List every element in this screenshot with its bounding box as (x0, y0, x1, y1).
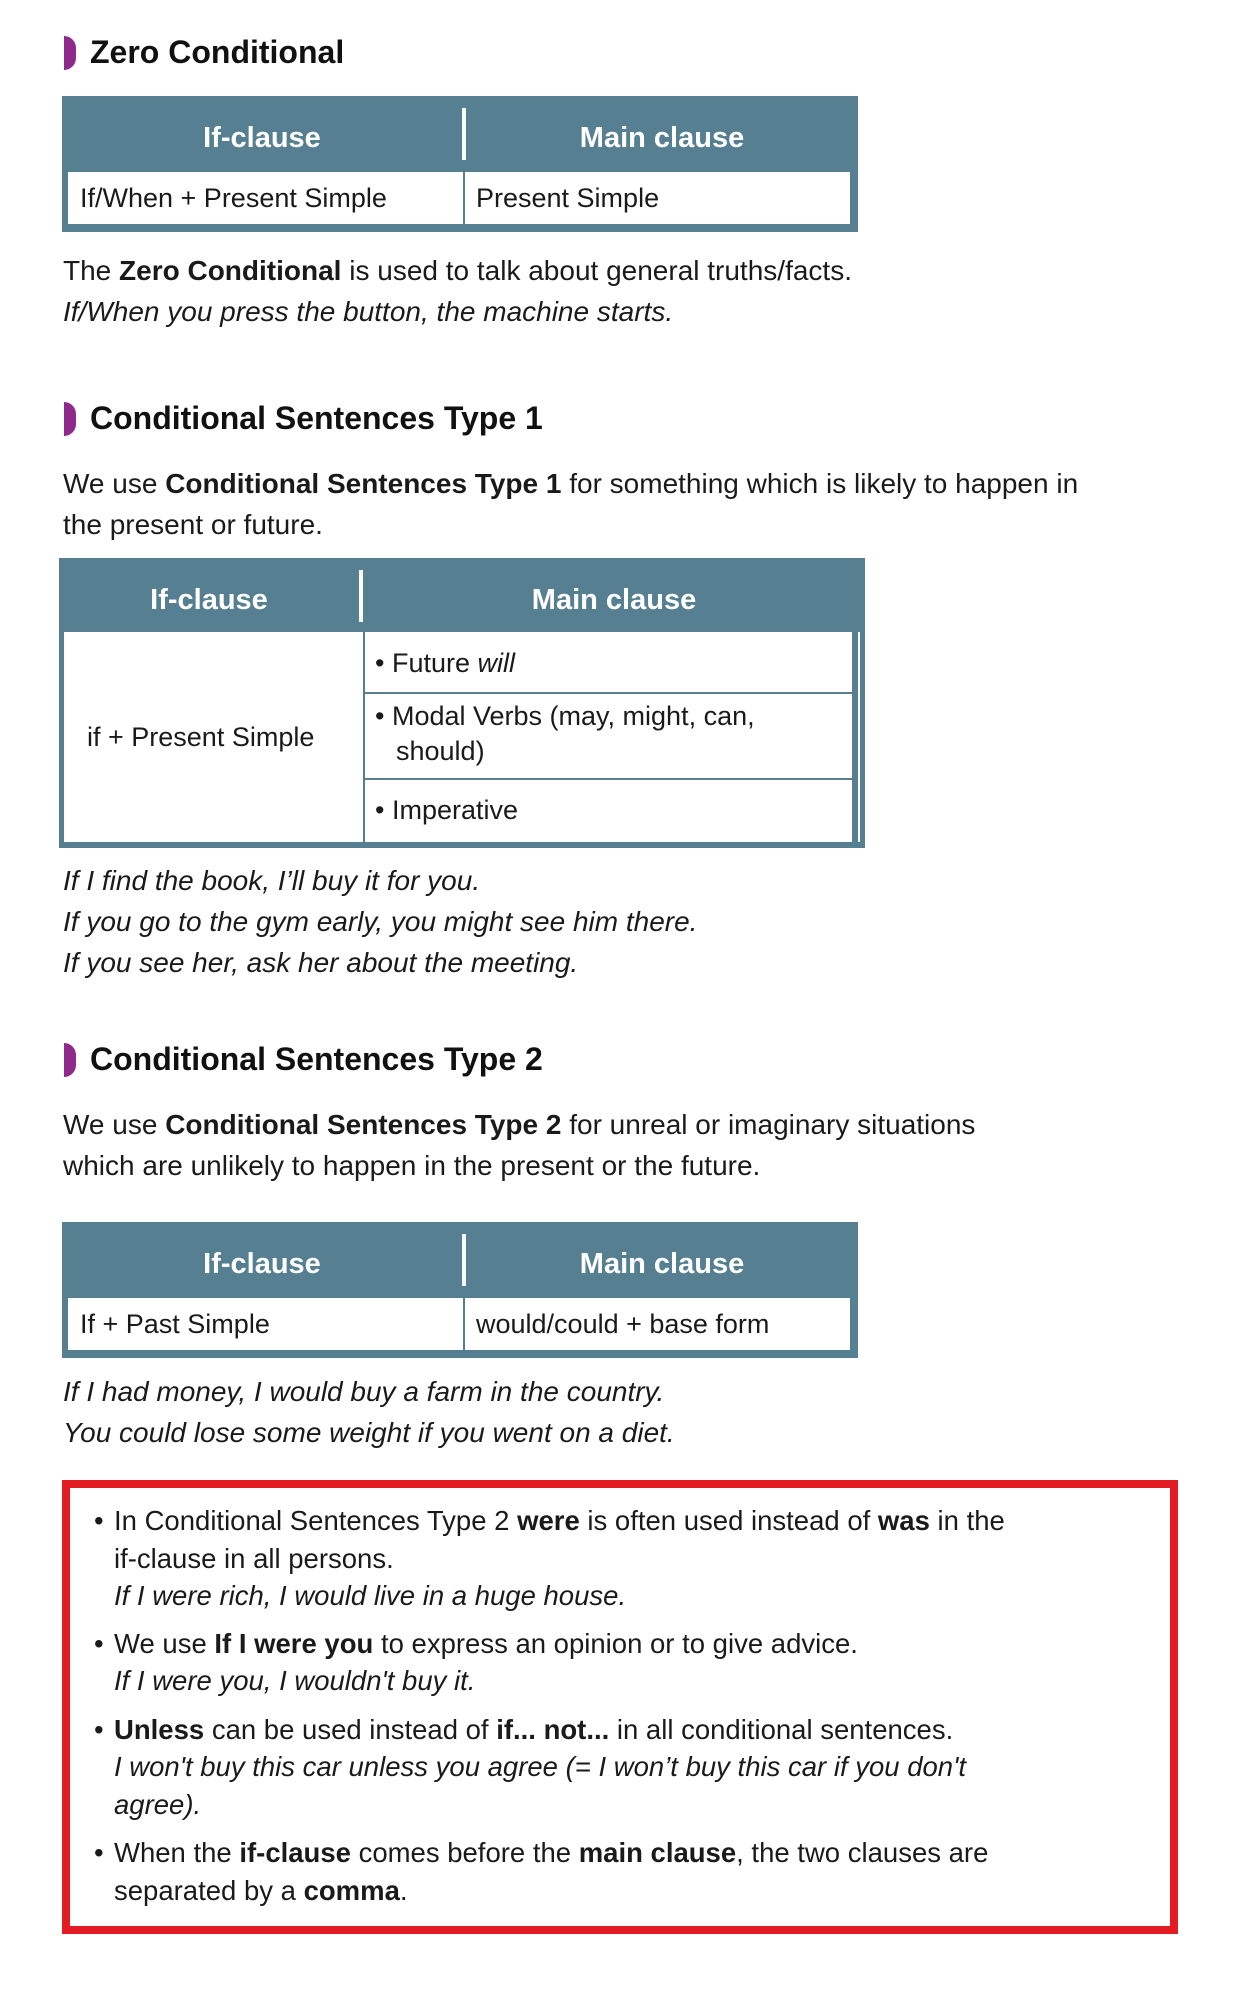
note-advice-example: If I were you, I wouldn't buy it. (114, 1665, 476, 1696)
type1-example-1: If I find the book, I’ll buy it for you. (63, 865, 481, 896)
type2-cell-main: would/could + base form (476, 1309, 770, 1339)
zero-cell-if: If/When + Present Simple (80, 183, 387, 213)
type1-example-3: If you see her, ask her about the meeting. (63, 947, 579, 978)
type1-cell-if: if + Present Simple (87, 722, 315, 752)
note-comma: • When the if-clause comes before the main clause, the two clauses are (94, 1837, 989, 1868)
zero-conditional-table (62, 96, 858, 232)
type2-head-if: If-clause (203, 1248, 321, 1280)
section-marker-icon (64, 1043, 76, 1077)
zero-conditional-heading (64, 34, 344, 71)
zero-description: The Zero Conditional is used to talk about general truths/facts. (63, 255, 852, 286)
type1-description: We use Conditional Sentences Type 1 for something which is likely to happen in (63, 468, 1079, 499)
type2-head-main: Main clause (579, 1248, 745, 1280)
zero-head-if: If-clause (203, 122, 321, 154)
zero-example: If/When you press the button, the machine starts. (63, 296, 674, 327)
type1-head-main: Main clause (531, 584, 697, 616)
section-marker-icon (64, 402, 76, 436)
note-advice: • We use If I were you to express an opinion or to give advice. (94, 1628, 858, 1659)
note-unless-example: I won't buy this car unless you agree (= I won’t buy this car if you don't (114, 1751, 966, 1782)
section-marker-icon (64, 36, 76, 70)
type2-example-2: You could lose some weight if you went on a diet. (63, 1417, 675, 1448)
zero-conditional-title: Zero Conditional (90, 34, 345, 70)
type1-main-modal: • Modal Verbs (may, might, can, (375, 701, 755, 731)
note-were-line2: if-clause in all persons. (114, 1543, 394, 1574)
type2-table (62, 1222, 858, 1358)
type1-main-imperative: • Imperative (375, 795, 519, 825)
type1-main-future: • Future will (375, 648, 516, 678)
type2-description-line2: which are unlikely to happen in the present or the future. (63, 1150, 761, 1181)
type2-heading (64, 1041, 543, 1078)
type1-example-2: If you go to the gym early, you might see him there. (63, 906, 698, 937)
note-unless: • Unless can be used instead of if... not... in all conditional sentences. (94, 1714, 954, 1745)
zero-cell-main: Present Simple (476, 183, 660, 213)
type1-main-modal-line2: should) (396, 736, 485, 766)
type1-head-if: If-clause (150, 584, 268, 616)
type2-example-1: If I had money, I would buy a farm in the country. (63, 1376, 665, 1407)
type2-description: We use Conditional Sentences Type 2 for unreal or imaginary situations (63, 1109, 976, 1140)
type1-title: Conditional Sentences Type 1 (90, 400, 543, 436)
type1-heading (64, 400, 543, 437)
type1-table (59, 558, 865, 848)
type2-title: Conditional Sentences Type 2 (90, 1041, 543, 1077)
type1-description-line2: the present or future. (63, 509, 323, 540)
note-were-example: If I were rich, I would live in a huge house. (114, 1580, 627, 1611)
note-were: • In Conditional Sentences Type 2 were is often used instead of was in the (94, 1505, 1005, 1536)
type2-cell-if: If + Past Simple (80, 1309, 270, 1339)
zero-head-main: Main clause (579, 122, 745, 154)
note-comma-line2: separated by a comma. (114, 1875, 408, 1906)
note-unless-example-line2: agree). (114, 1789, 202, 1820)
